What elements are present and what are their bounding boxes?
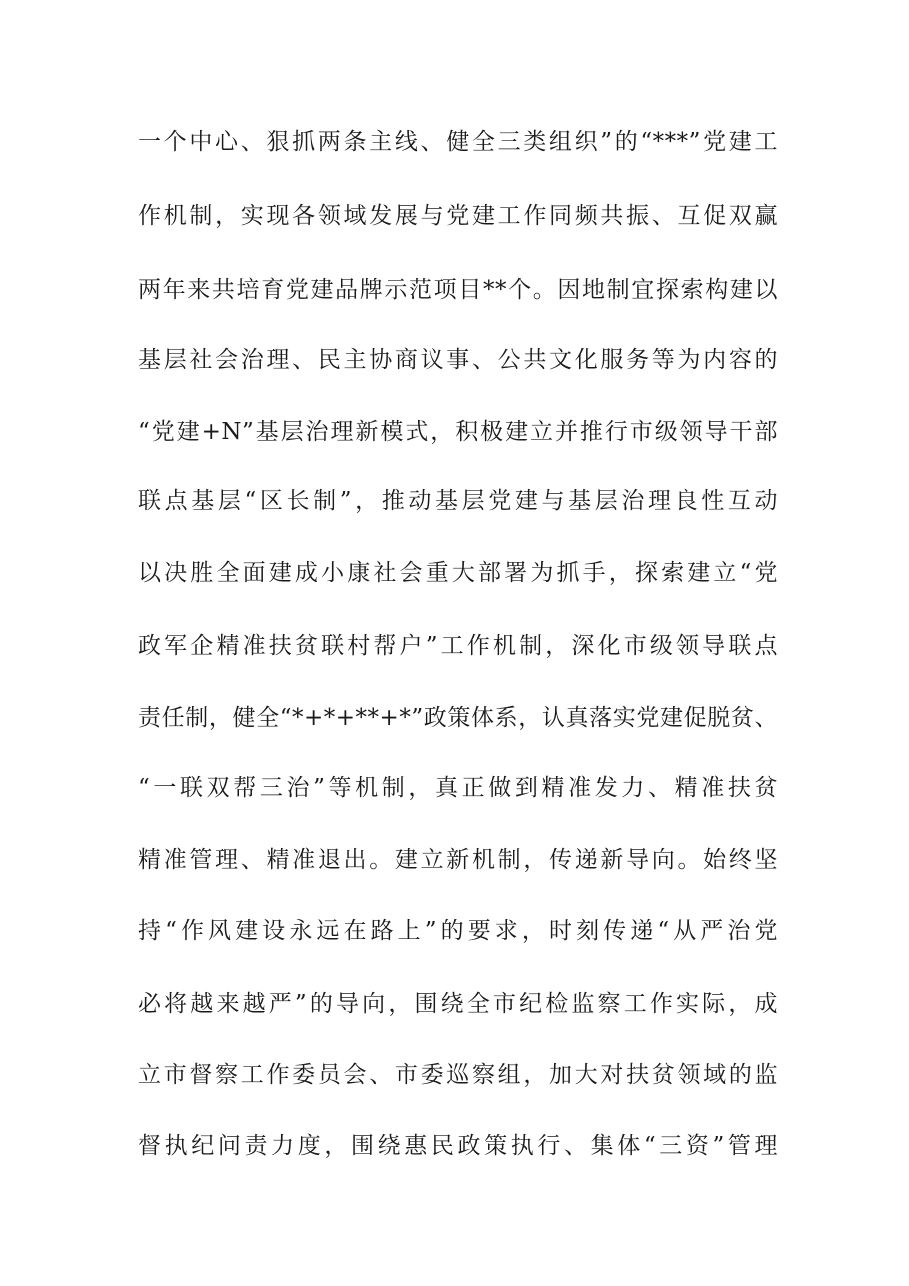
text-line: 以决胜全面建成小康社会重大部署为抓手，探索建立“党: [138, 560, 778, 586]
text-line: “一联双帮三治”等机制，真正做到精准发力、精准扶贫: [138, 775, 778, 801]
text-line: 精准管理、精准退出。建立新机制，传递新导向。始终坚: [138, 847, 778, 873]
text-line: 持“作风建设永远在路上”的要求，时刻传递“从严治党: [138, 918, 778, 944]
text-line: 两年来共培育党建品牌示范项目**个。因地制宜探索构建以: [138, 277, 778, 303]
text-line: 责任制，健全“*+*+**+*”政策体系，认真落实党建促脱贫、: [138, 705, 778, 731]
text-line: 政军企精准扶贫联村帮户”工作机制，深化市级领导联点: [138, 633, 778, 659]
text-line: 作机制，实现各领域发展与党建工作同频共振、互促双赢: [138, 203, 778, 229]
text-line: 一个中心、狠抓两条主线、健全三类组织”的“***”党建工: [138, 129, 778, 155]
text-line: “党建+N”基层治理新模式，积极建立并推行市级领导干部: [138, 419, 778, 445]
text-line: 联点基层“区长制”，推动基层党建与基层治理良性互动: [138, 488, 778, 514]
text-line: 督执纪问责力度，围绕惠民政策执行、集体“三资”管理: [138, 1133, 778, 1159]
text-line: 基层社会治理、民主协商议事、公共文化服务等为内容的: [138, 347, 778, 373]
text-line: 立市督察工作委员会、市委巡察组，加大对扶贫领域的监: [138, 1062, 778, 1088]
text-line: 必将越来越严”的导向，围绕全市纪检监察工作实际，成: [138, 991, 778, 1017]
